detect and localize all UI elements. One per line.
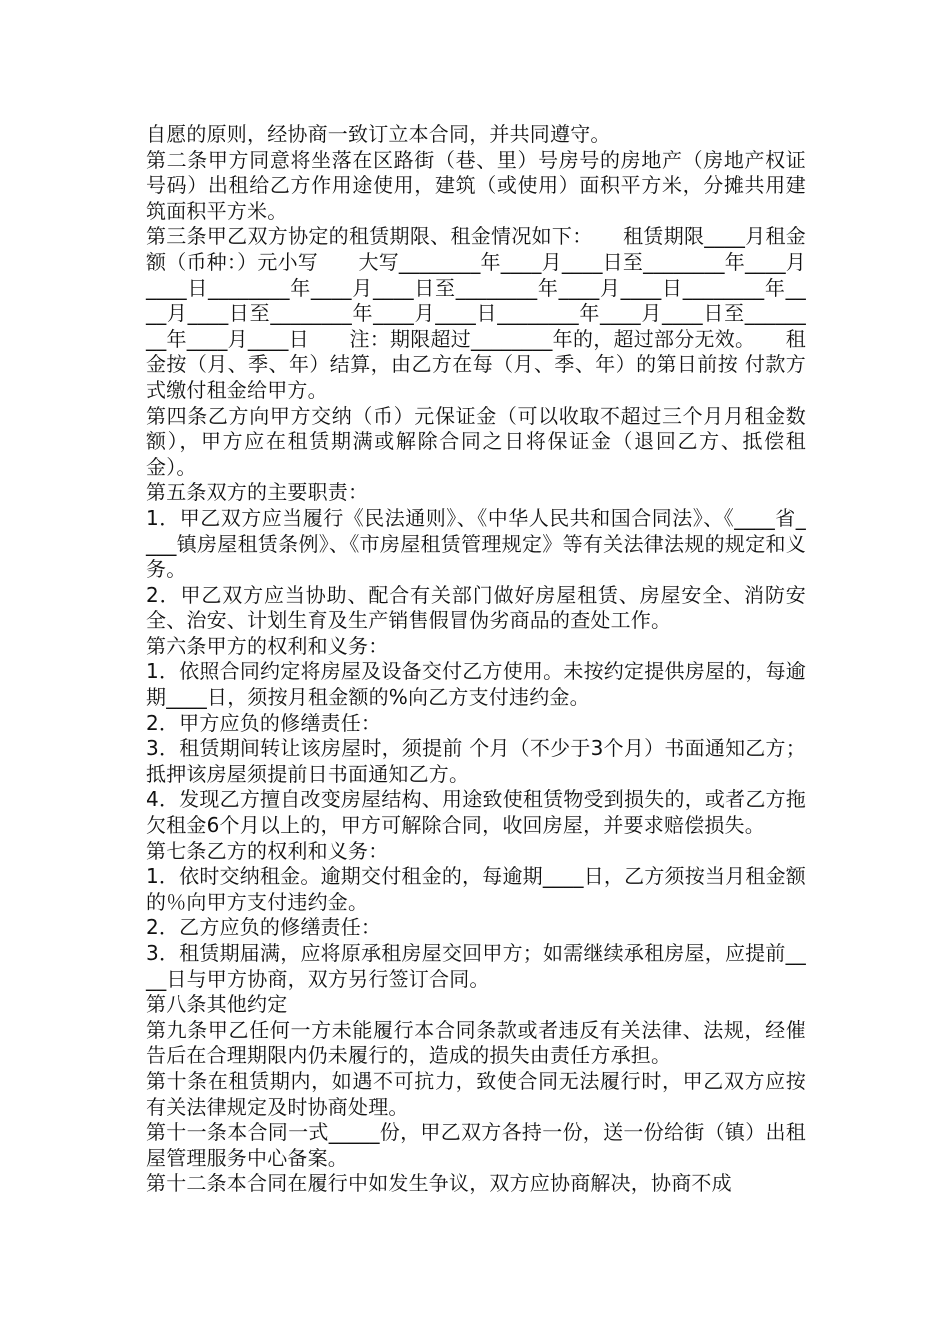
document-page <box>146 122 806 1197</box>
article-7-item-3: 3．租赁期届满，应将原承租房屋交回甲方；如需继续承租房屋，应提前____日与甲方协商，双方另行签订合同。 <box>146 941 806 991</box>
article-6-item-2: 2．甲方应负的修缮责任： <box>146 710 382 735</box>
article-6-item-4: 4．发现乙方擅自改变房屋结构、用途致使租赁物受到损失的，或者乙方拖欠租金6个月以上的，甲方可解除合同，收回房屋，并要求赔偿损失。 <box>146 787 806 838</box>
paragraph-1: 自愿的原则，经协商一致订立本合同，并共同遵守。 <box>146 122 611 146</box>
article-8: 第八条其他约定 <box>146 992 288 1017</box>
article-9: 第九条甲乙任何一方未能履行本合同条款或者违反有关法律、法规，经催告后在合理期限内仍未履行的，造成的损失由责任方承担。 <box>146 1017 806 1068</box>
article-6-heading: 第六条甲方的权利和义务： <box>146 633 389 658</box>
article-7-heading: 第七条乙方的权利和义务： <box>146 838 389 863</box>
article-11: 第十一条本合同一式_____份，甲乙双方各持一份，送一份给街（镇）出租屋管理服务中心备案。 <box>146 1120 806 1170</box>
article-6-item-1: 1．依照合同约定将房屋及设备交付乙方使用。未按约定提供房屋的，每逾期____日，须按月租金额的%向乙方支付违约金。 <box>146 659 806 710</box>
article-5-item-1: 1．甲乙双方应当履行《民法通则》、《中华人民共和国合同法》、《____省____镇房屋租赁条例》、《市房屋租赁管理规定》等有关法律法规的规定和义务。 <box>146 505 806 582</box>
article-4-deposit: 第四条乙方向甲方交纳（币）元保证金（可以收取不超过三个月月租金数额），甲方应在租赁期满或解除合同之日将保证金（退回乙方、抵偿租金）。 <box>146 403 806 479</box>
article-12: 第十二条本合同在履行中如发生争议，双方应协商解决，协商不成 <box>146 1171 732 1196</box>
article-6-item-3: 3．租赁期间转让该房屋时，须提前 个月（不少于3个月）书面通知乙方；抵押该房屋须提前日书面通知乙方。 <box>146 736 806 786</box>
article-10: 第十条在租赁期内，如遇不可抗力，致使合同无法履行时，甲乙双方应按有关法律规定及时协商处理。 <box>146 1068 806 1119</box>
article-3-lease-term: 第三条甲乙双方协定的租赁期限、租金情况如下： 租赁期限____月租金额（币种：）元小写 大写________年____月____日至________年____月____日________年____月____日至________年____月____日________年____月____日至________年____月____日________年____月____日至________年____月____日 注：期限超过________年的，超过部分无效。 租金按（月、季、年）结算，由乙方在每（月、季、年）的第日前按 付款方式缴付租金给甲方。 <box>146 224 806 402</box>
article-7-item-1: 1．依时交纳租金。逾期交付租金的，每逾期____日，乙方须按当月租金额的％向甲方支付违约金。 <box>146 864 806 914</box>
article-2: 第二条甲方同意将坐落在区路街（巷、里）号房号的房地产（房地产权证号码）出租给乙方作用途使用，建筑（或使用）面积平方米，分摊共用建筑面积平方米。 <box>146 147 806 223</box>
article-7-item-2: 2．乙方应负的修缮责任： <box>146 915 382 940</box>
article-5-heading: 第五条双方的主要职责： <box>146 480 369 505</box>
article-5-item-2: 2．甲乙双方应当协助、配合有关部门做好房屋租赁、房屋安全、消防安全、治安、计划生育及生产销售假冒伪劣商品的查处工作。 <box>146 582 806 633</box>
